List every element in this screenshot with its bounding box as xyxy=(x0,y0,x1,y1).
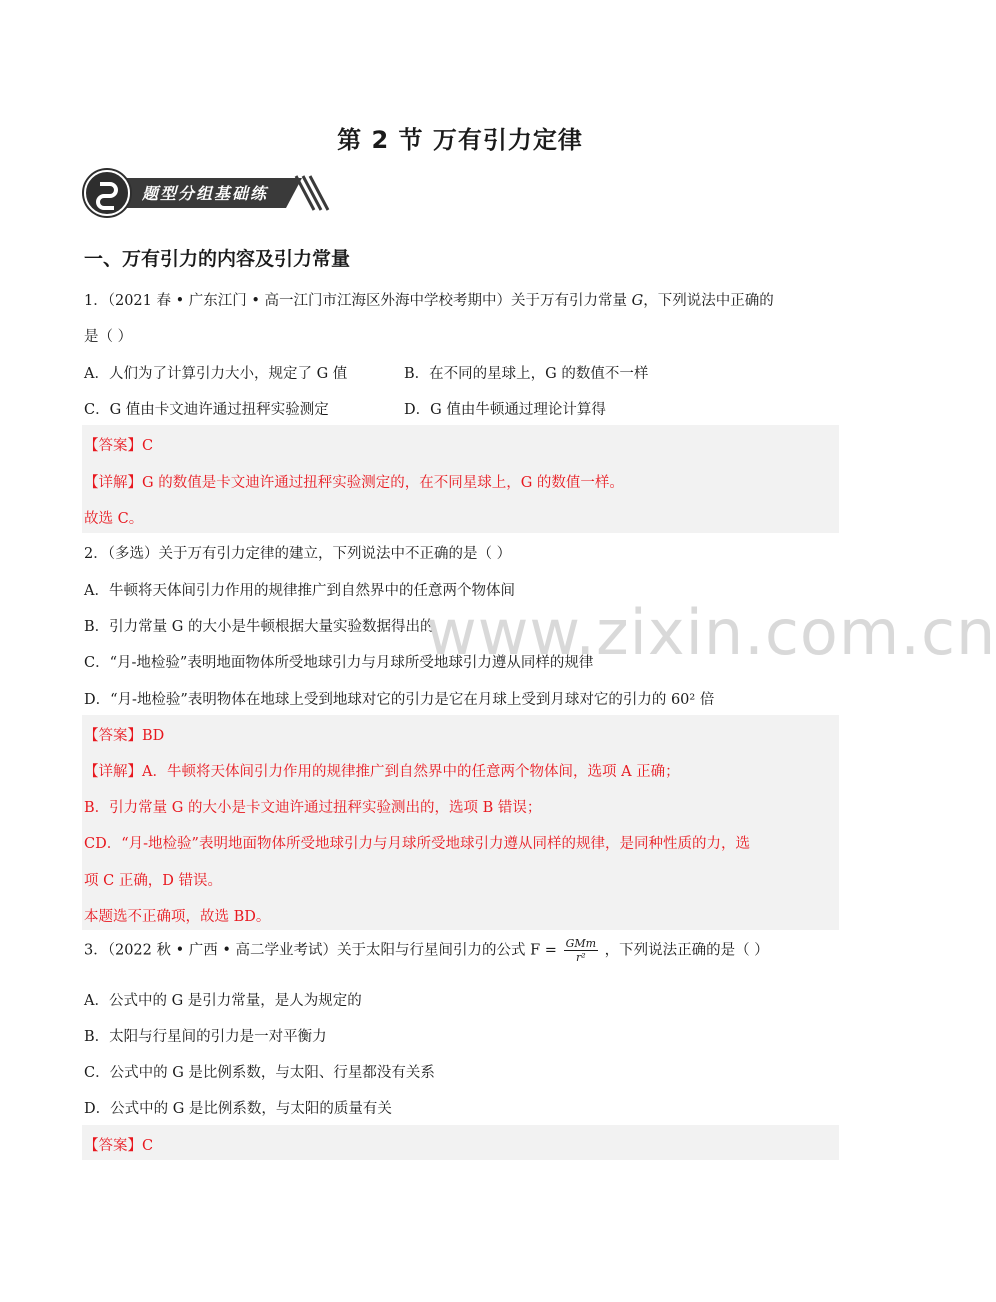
section-heading: 一、万有引力的内容及引力常量 xyxy=(84,248,351,270)
q3-formula: $\frac{\text{GMm}}{\text{r²}}$ xyxy=(565,937,597,964)
q3-option-d: D．公式中的 G 是比例系数，与太阳的质量有关 xyxy=(84,1101,392,1117)
q3-answer-box xyxy=(82,1125,839,1160)
q2-option-a: A．牛顿将天体间引力作用的规律推广到自然界中的任意两个物体间 xyxy=(84,583,515,599)
q3-option-b: B．太阳与行星间的引力是一对平衡力 xyxy=(84,1029,327,1045)
q2-detail-4: 项 C 正确，D 错误。 xyxy=(84,873,223,889)
banner-stripes-icon xyxy=(294,174,330,212)
q1-option-d: D．G 值由牛顿通过理论计算得 xyxy=(404,402,606,418)
watermark: www.zixin.com.cn xyxy=(426,596,996,669)
q2-answer: 【答案】BD xyxy=(84,728,165,744)
q2-detail-2: B．引力常量 G 的大小是卡文迪许通过扭秤实验测出的，选项 B 错误； xyxy=(84,800,542,816)
q1-answer: 【答案】C xyxy=(84,438,154,454)
q1-stem-cont: 是（ ） xyxy=(84,329,133,345)
q1-option-b: B．在不同的星球上，G 的数值不一样 xyxy=(404,366,649,382)
q2-detail-3: CD．“月-地检验”表明地面物体所受地球引力与月球所受地球引力遵从同样的规律，是同种性质的力，选 xyxy=(84,836,750,852)
q2-conclusion: 本题选不正确项，故选 BD。 xyxy=(84,909,271,925)
q1-option-c: C．G 值由卡文迪许通过扭秤实验测定 xyxy=(84,402,329,418)
q3-option-a: A．公式中的 G 是引力常量，是人为规定的 xyxy=(84,993,362,1009)
q2-detail-1: 【详解】A．牛顿将天体间引力作用的规律推广到自然界中的任意两个物体间，选项 A 正确； xyxy=(84,764,680,780)
q2-option-d: D．“月-地检验”表明物体在地球上受到地球对它的引力是它在月球上受到月球对它的引力的 60² 倍 xyxy=(84,692,715,708)
banner-logo-icon xyxy=(84,170,130,216)
q3-option-c: C．公式中的 G 是比例系数，与太阳、行星都没有关系 xyxy=(84,1065,435,1081)
q3-stem: 3．（2022 秋 • 广西 • 高二学业考试）关于太阳与行星间引力的公式 F = $\frac{\text{GMm}}{\text{r²}}$ ，下列说法正确的是（ ） xyxy=(84,937,769,964)
q1-detail: 【详解】G 的数值是卡文迪许通过扭秤实验测定的，在不同星球上，G 的数值一样。 xyxy=(84,475,624,491)
section-banner xyxy=(84,170,330,216)
q2-option-b: B．引力常量 G 的大小是牛顿根据大量实验数据得出的 xyxy=(84,619,435,635)
page-title: 第 2 节 万有引力定律 xyxy=(337,126,583,154)
q1-stem: 1．（2021 春 • 广东江门 • 高一江门市江海区外海中学校考期中）关于万有引力常量 G，下列说法中正确的 xyxy=(84,293,774,309)
q2-answer-box xyxy=(82,715,839,930)
q2-stem: 2．（多选）关于万有引力定律的建立，下列说法中不正确的是（ ） xyxy=(84,546,512,562)
q1-option-a: A．人们为了计算引力大小，规定了 G 值 xyxy=(84,366,348,382)
banner-label: 题型分组基础练 xyxy=(142,184,269,203)
q2-option-c: C．“月-地检验”表明地面物体所受地球引力与月球所受地球引力遵从同样的规律 xyxy=(84,655,594,671)
q1-conclusion: 故选 C。 xyxy=(84,511,144,527)
q3-answer: 【答案】C xyxy=(84,1138,154,1154)
